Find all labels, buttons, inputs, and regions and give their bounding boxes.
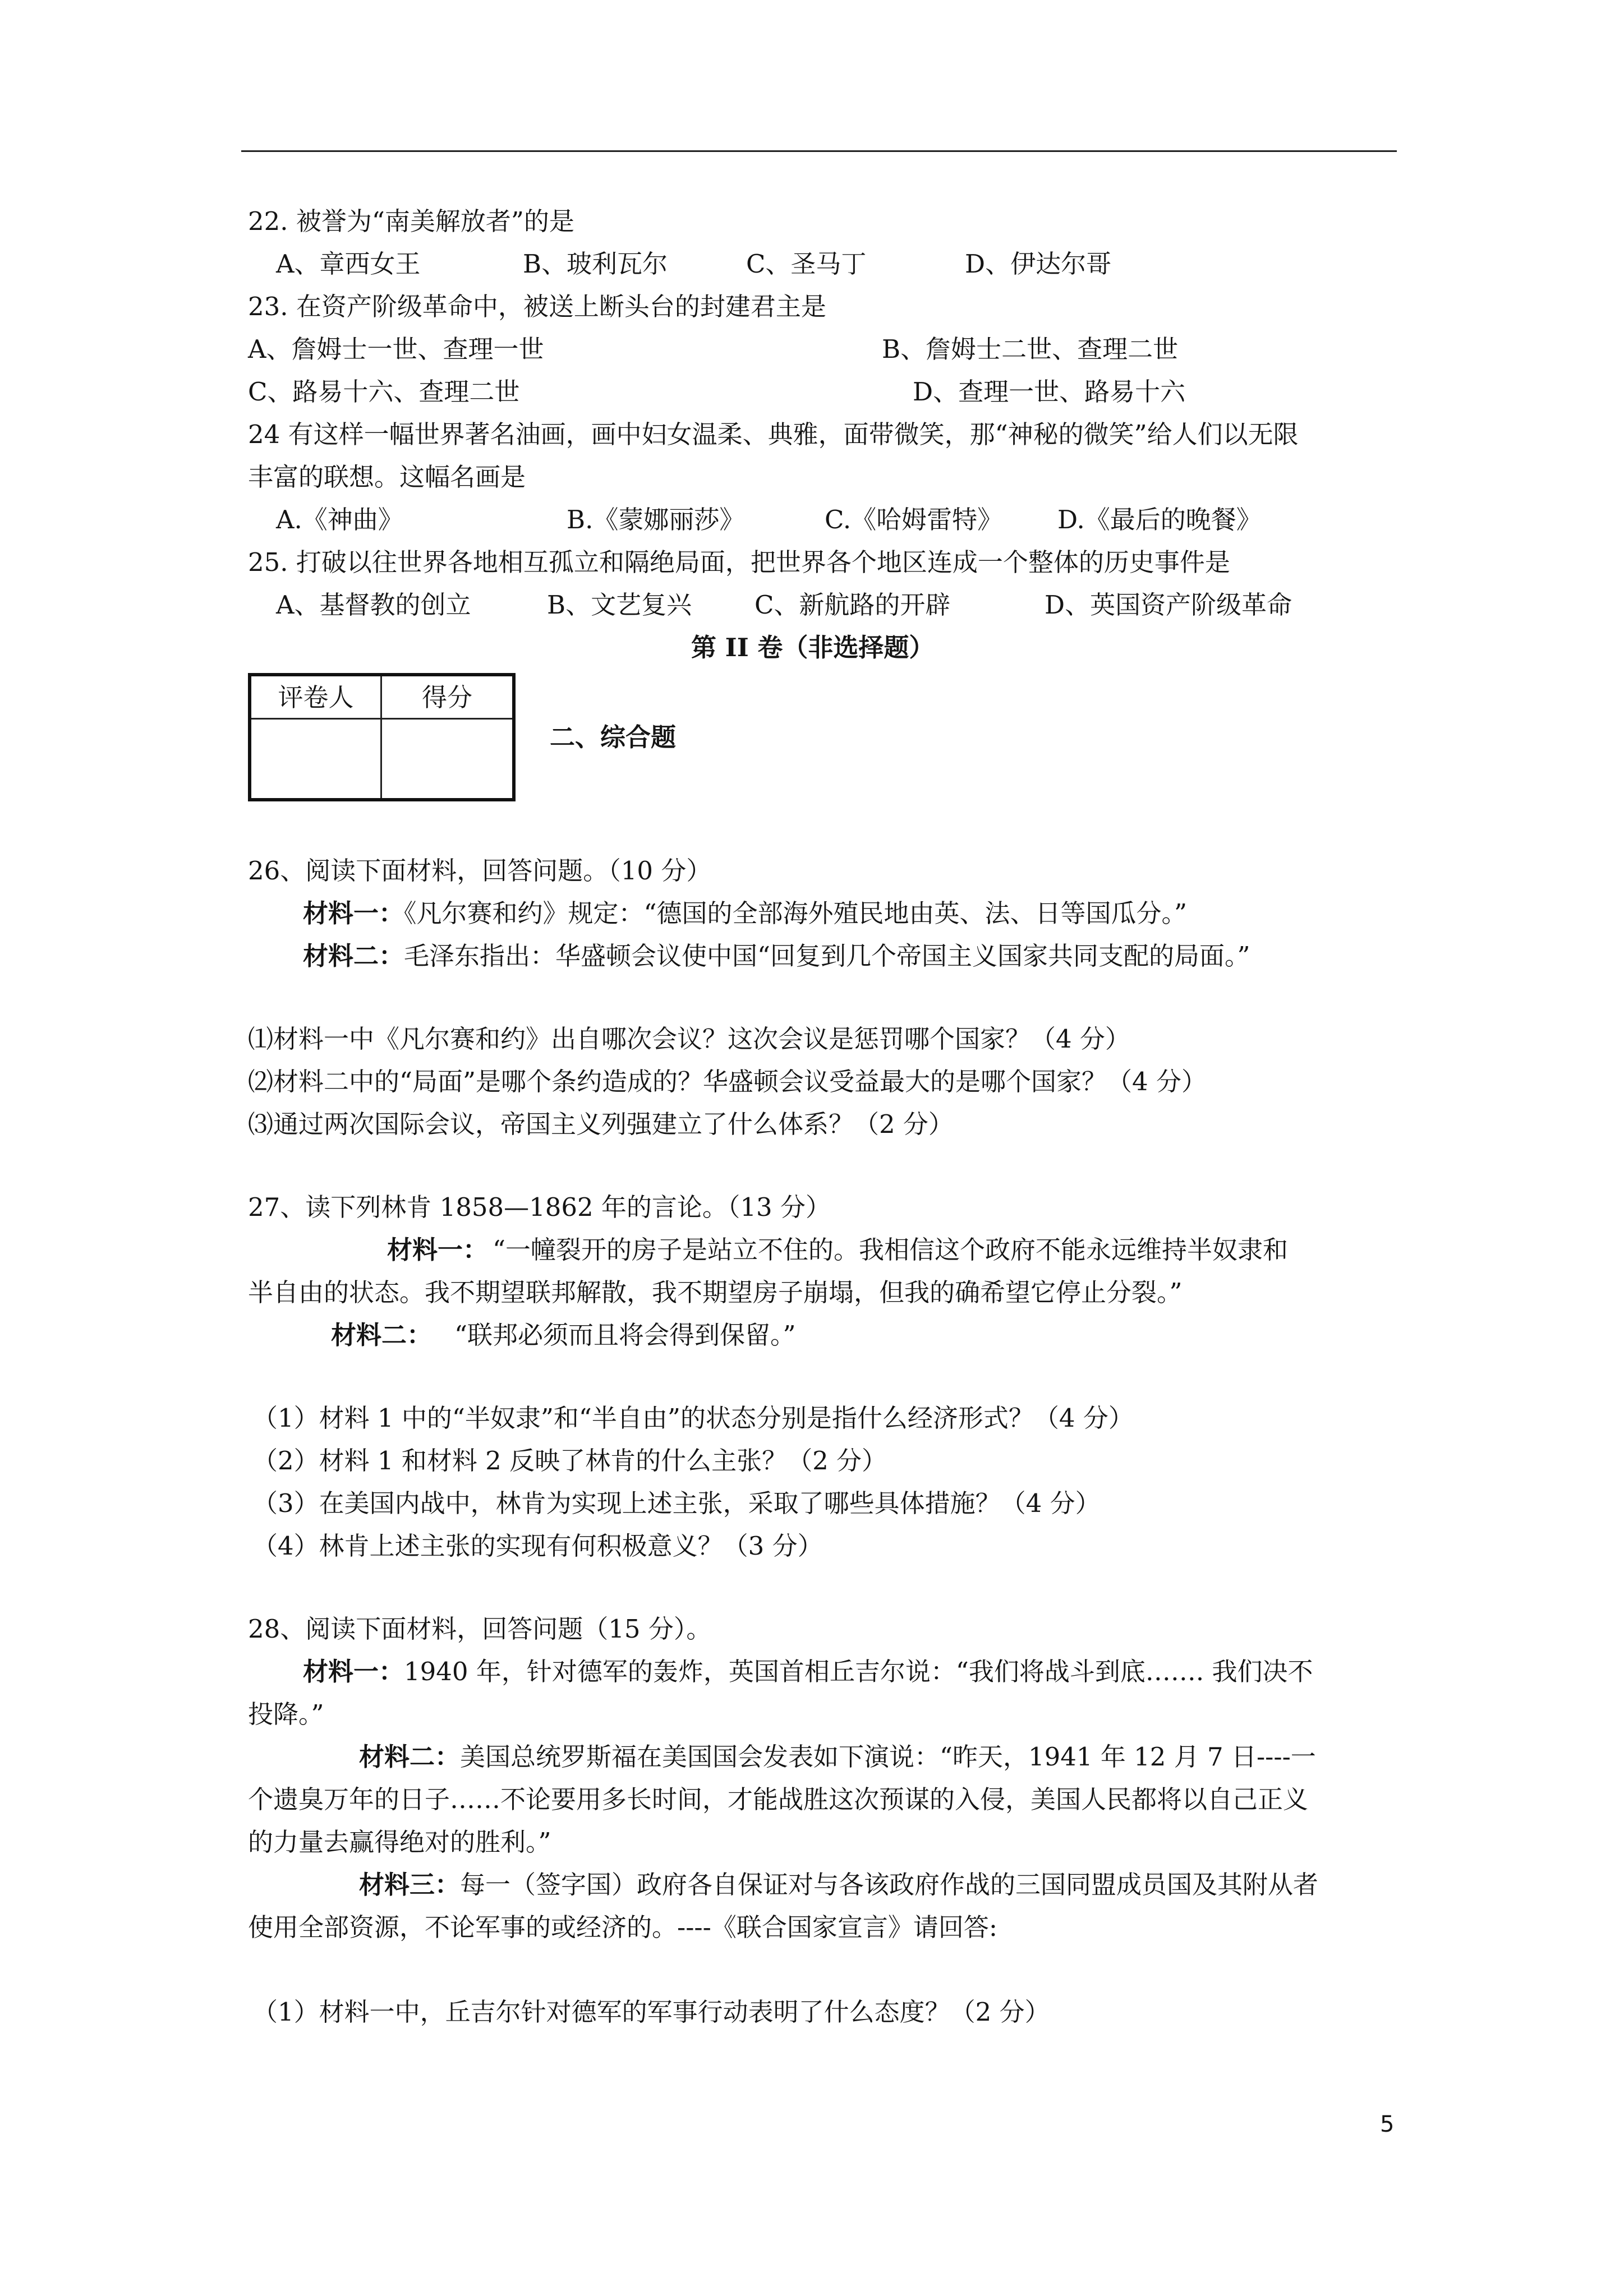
- q27-sub-1: （1）材料 1 中的“半奴隶”和“半自由”的状态分别是指什么经济形式？（4 分）: [252, 1403, 1134, 1433]
- q25-option-d: D、英国资产阶级革命: [1045, 590, 1292, 620]
- q28-stem: 28、阅读下面材料，回答问题（15 分）。: [248, 1614, 712, 1644]
- q27-material-1-line1: “一幢裂开的房子是站立不住的。我相信这个政府不能永远维持半奴隶和: [493, 1235, 1289, 1265]
- q24-option-a: A.《神曲》: [276, 505, 403, 534]
- q28-material-2-line2: 个遗臭万年的日子……不论要用多长时间，才能战胜这次预谋的入侵，美国人民都将以自己正义: [248, 1785, 1309, 1814]
- q28-material-3-line1: [359, 1872, 1318, 1897]
- q28-material-2-line1: [359, 1742, 1316, 1772]
- q26-sub-2: ⑵材料二中的“局面”是哪个条约造成的？华盛顿会议受益最大的是哪个国家？（4 分）: [248, 1067, 1207, 1096]
- part2-title: 第 II 卷（非选择题）: [691, 633, 935, 662]
- q23-option-a: A、詹姆士一世、查理一世: [248, 334, 544, 364]
- section2-title: 二、综合题: [550, 722, 677, 752]
- material-text: 每一（签字国）政府各自保证对与各该政府作战的三国同盟成员国及其附从者: [460, 1870, 1319, 1899]
- q22-option-c: C、圣马丁: [746, 249, 867, 279]
- q23-option-d: D、查理一世、路易十六: [913, 377, 1186, 407]
- q26-stem: 26、阅读下面材料，回答问题。（10 分）: [248, 856, 712, 886]
- q26-material-2: [303, 943, 1250, 969]
- q28-material-1-line1: [303, 1659, 1313, 1684]
- q27-material-1-line2: 半自由的状态。我不期望联邦解散，我不期望房子崩塌，但我的确希望它停止分裂。”: [248, 1278, 1183, 1307]
- q22-stem: 22. 被誉为“南美解放者”的是: [248, 206, 574, 236]
- q27-sub-2: （2）材料 1 和材料 2 反映了林肯的什么主张？（2 分）: [252, 1446, 887, 1476]
- q24-stem-line1: 24 有这样一幅世界著名油画，画中妇女温柔、典雅，面带微笑，那“神秘的微笑”给人们以无限: [248, 419, 1299, 449]
- q23-option-c: C、路易十六、查理二世: [248, 377, 520, 407]
- reviewer-cell[interactable]: [250, 719, 381, 800]
- material-text: 美国总统罗斯福在美国国会发表如下演说：“昨天，1941 年 12 月 7 日----一: [460, 1742, 1316, 1772]
- q27-sub-3: （3）在美国内战中，林肯为实现上述主张，采取了哪些具体措施？（4 分）: [252, 1488, 1101, 1518]
- score-header: 得分: [381, 675, 514, 719]
- material-label: 材料二：: [303, 941, 404, 971]
- q28-material-2-line3: 的力量去赢得绝对的胜利。”: [248, 1827, 551, 1857]
- q26-sub-3: ⑶通过两次国际会议，帝国主义列强建立了什么体系？（2 分）: [248, 1109, 954, 1139]
- material-text: 《凡尔赛和约》规定：“德国的全部海外殖民地由英、法、日等国瓜分。”: [404, 898, 1188, 928]
- q24-option-b: B.《蒙娜丽莎》: [567, 505, 745, 534]
- q24-stem-line2: 丰富的联想。这幅名画是: [248, 462, 526, 492]
- reviewer-header: 评卷人: [250, 675, 381, 719]
- q26-sub-1: ⑴材料一中《凡尔赛和约》出自哪次会议？这次会议是惩罚哪个国家？（4 分）: [248, 1024, 1130, 1054]
- score-table: [248, 673, 516, 801]
- material-text: 毛泽东指出：华盛顿会议使中国“回复到几个帝国主义国家共同支配的局面。”: [404, 941, 1250, 971]
- q28-material-1-line2: 投降。”: [248, 1699, 324, 1729]
- q24-option-c: C.《哈姆雷特》: [825, 505, 1003, 534]
- material-label: 材料一：: [303, 898, 404, 928]
- q22-option-a: A、章西女王: [276, 249, 421, 279]
- q22-option-d: D、伊达尔哥: [965, 249, 1112, 279]
- q27-stem: 27、读下列林肯 1858—1862 年的言论。（13 分）: [248, 1192, 831, 1222]
- material-label: 材料三：: [359, 1870, 461, 1899]
- material-text: 1940 年，针对德军的轰炸，英国首相丘吉尔说：“我们将战斗到底……. 我们决不: [404, 1657, 1313, 1686]
- q28-sub-1: （1）材料一中，丘吉尔针对德军的军事行动表明了什么态度？（2 分）: [252, 1997, 1050, 2027]
- score-cell[interactable]: [381, 719, 514, 800]
- material-label: 材料二：: [359, 1742, 461, 1772]
- q25-stem: 25. 打破以往世界各地相互孤立和隔绝局面，把世界各个地区连成一个整体的历史事件是: [248, 547, 1230, 577]
- q23-stem: 23. 在资产阶级革命中，被送上断头台的封建君主是: [248, 292, 826, 321]
- q23-option-b: B、詹姆士二世、查理二世: [882, 334, 1179, 364]
- q25-option-a: A、基督教的创立: [276, 590, 471, 620]
- q27-material-1-label: 材料一：: [387, 1235, 489, 1265]
- q27-material-2: [331, 1322, 796, 1348]
- material-text: “联邦必须而且将会得到保留。”: [454, 1320, 796, 1350]
- page-number: 5: [1380, 2111, 1395, 2137]
- header-rule: [241, 150, 1397, 152]
- material-label: 材料一：: [303, 1657, 404, 1686]
- q25-option-c: C、新航路的开辟: [755, 590, 951, 620]
- q28-material-3-line2: 使用全部资源，不论军事的或经济的。----《联合国家宣言》请回答:: [248, 1912, 997, 1942]
- q24-option-d: D.《最后的晚餐》: [1057, 505, 1262, 534]
- material-label: 材料二：: [331, 1320, 433, 1350]
- q25-option-b: B、文艺复兴: [547, 590, 692, 620]
- q26-material-1: [303, 898, 1188, 928]
- q27-sub-4: （4）林肯上述主张的实现有何积极意义？（3 分）: [252, 1531, 823, 1561]
- q22-option-b: B、玻利瓦尔: [523, 249, 668, 279]
